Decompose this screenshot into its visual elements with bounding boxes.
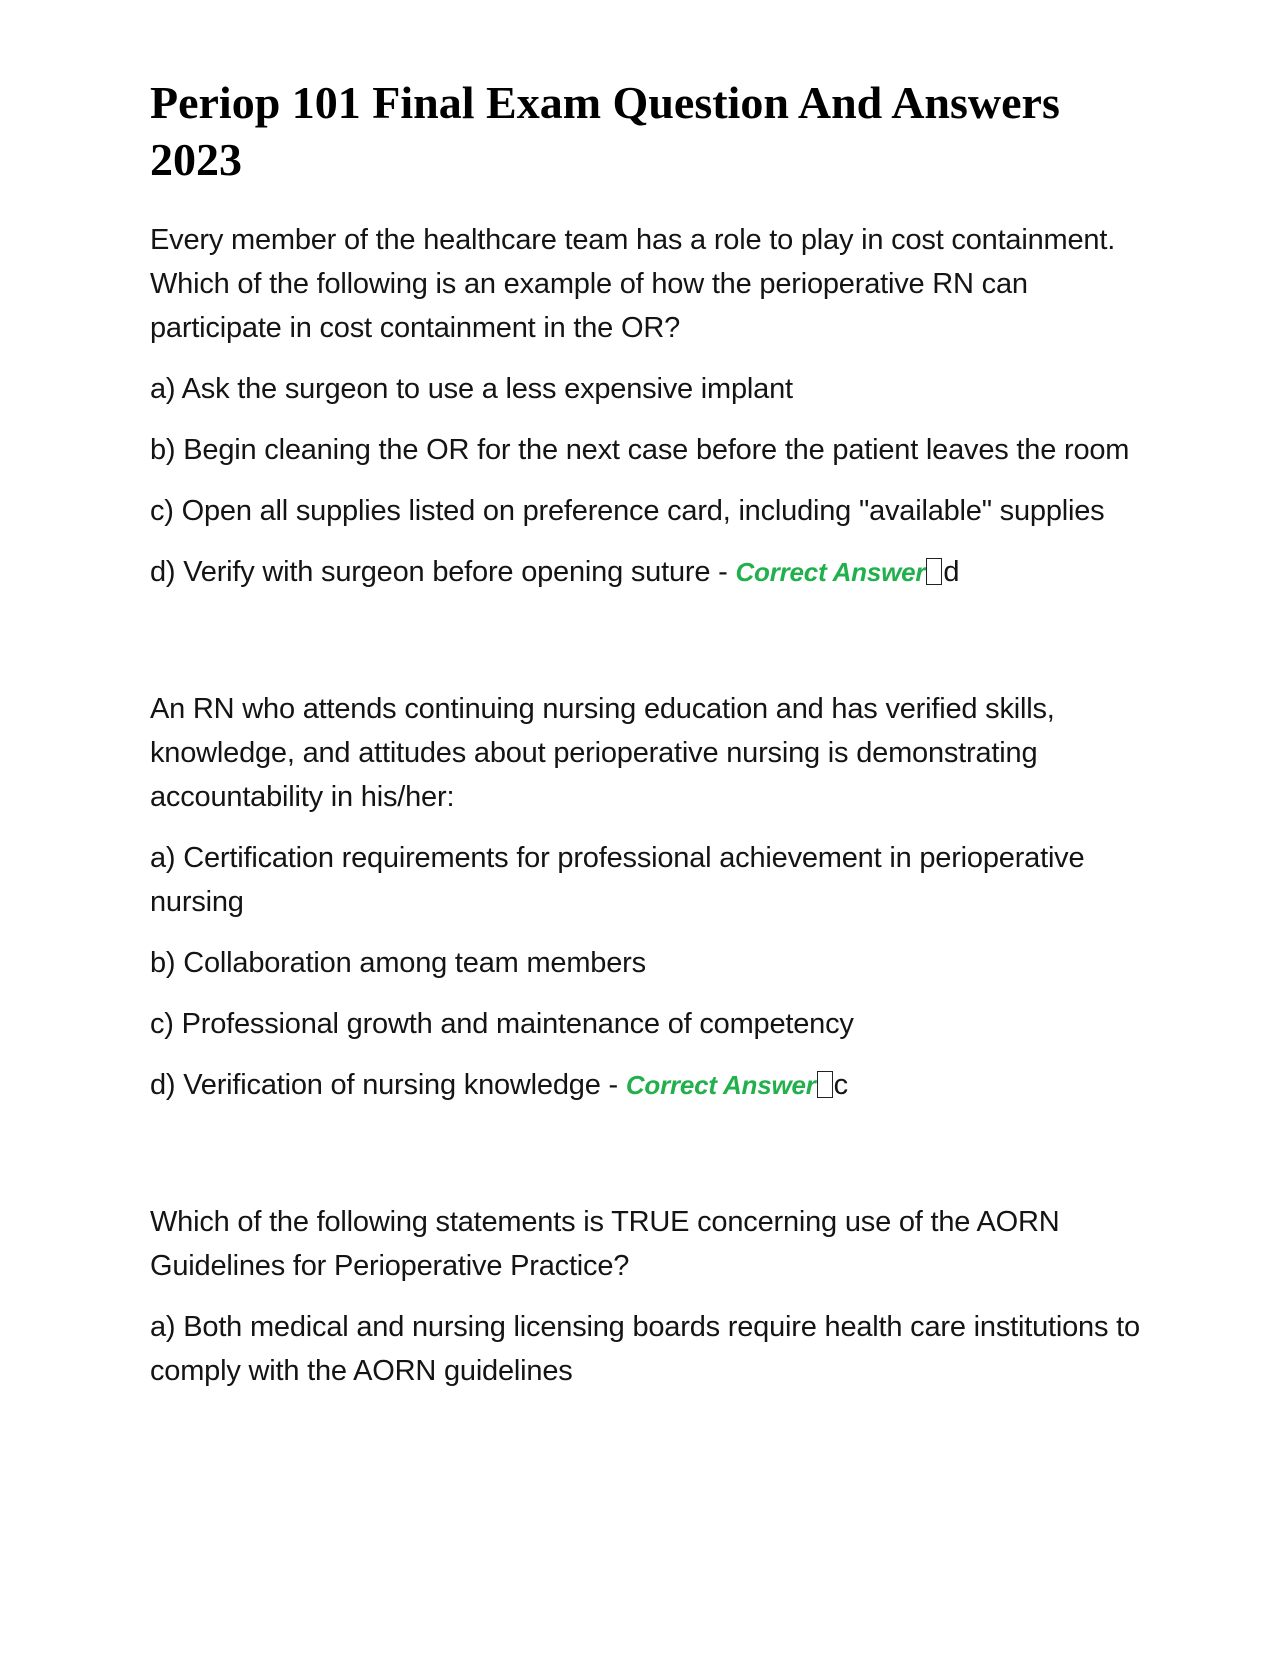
answer-option-with-key (150, 1063, 1140, 1107)
correct-answer-value: d (943, 556, 960, 588)
question-block (150, 1200, 1140, 1393)
spacer (150, 611, 1140, 687)
answer-option: a) Certification requirements for professional achievement in perioperative nursing (150, 842, 1085, 918)
answer-option-text: d) Verification of nursing knowledge - (150, 1069, 626, 1101)
question-block (150, 687, 1140, 1107)
answer-option: a) Ask the surgeon to use a less expensive implant (150, 373, 793, 405)
correct-answer-value: c (833, 1069, 848, 1101)
document-page (150, 74, 1140, 1410)
missing-glyph-icon (926, 558, 942, 585)
spacer (150, 1124, 1140, 1200)
answer-option: b) Collaboration among team members (150, 947, 646, 979)
answer-option-with-key (150, 550, 1140, 594)
answer-option: a) Both medical and nursing licensing boards require health care institutions to comply with the AORN guidelines (150, 1311, 1140, 1387)
question-prompt: Every member of the healthcare team has a role to play in cost containment. Which of the following is an example of how the perioperative RN can participate in cost containment in the OR? (150, 224, 1116, 344)
question-prompt: An RN who attends continuing nursing education and has verified skills, knowledge, and attitudes about perioperative nursing is demonstrating accountability in his/her: (150, 693, 1055, 813)
missing-glyph-icon (817, 1071, 833, 1098)
answer-option: b) Begin cleaning the OR for the next case before the patient leaves the room (150, 434, 1130, 466)
answer-option: c) Open all supplies listed on preference card, including "available" supplies (150, 495, 1105, 527)
correct-answer-label: Correct Answer (625, 1070, 816, 1100)
question-prompt: Which of the following statements is TRUE concerning use of the AORN Guidelines for Perioperative Practice? (150, 1206, 1060, 1282)
document-title: Periop 101 Final Exam Question And Answers 2023 (150, 77, 1060, 185)
question-block (150, 218, 1140, 594)
answer-option-text: d) Verify with surgeon before opening suture - (150, 556, 736, 588)
answer-option: c) Professional growth and maintenance of competency (150, 1008, 854, 1040)
correct-answer-label: Correct Answer (735, 557, 926, 587)
